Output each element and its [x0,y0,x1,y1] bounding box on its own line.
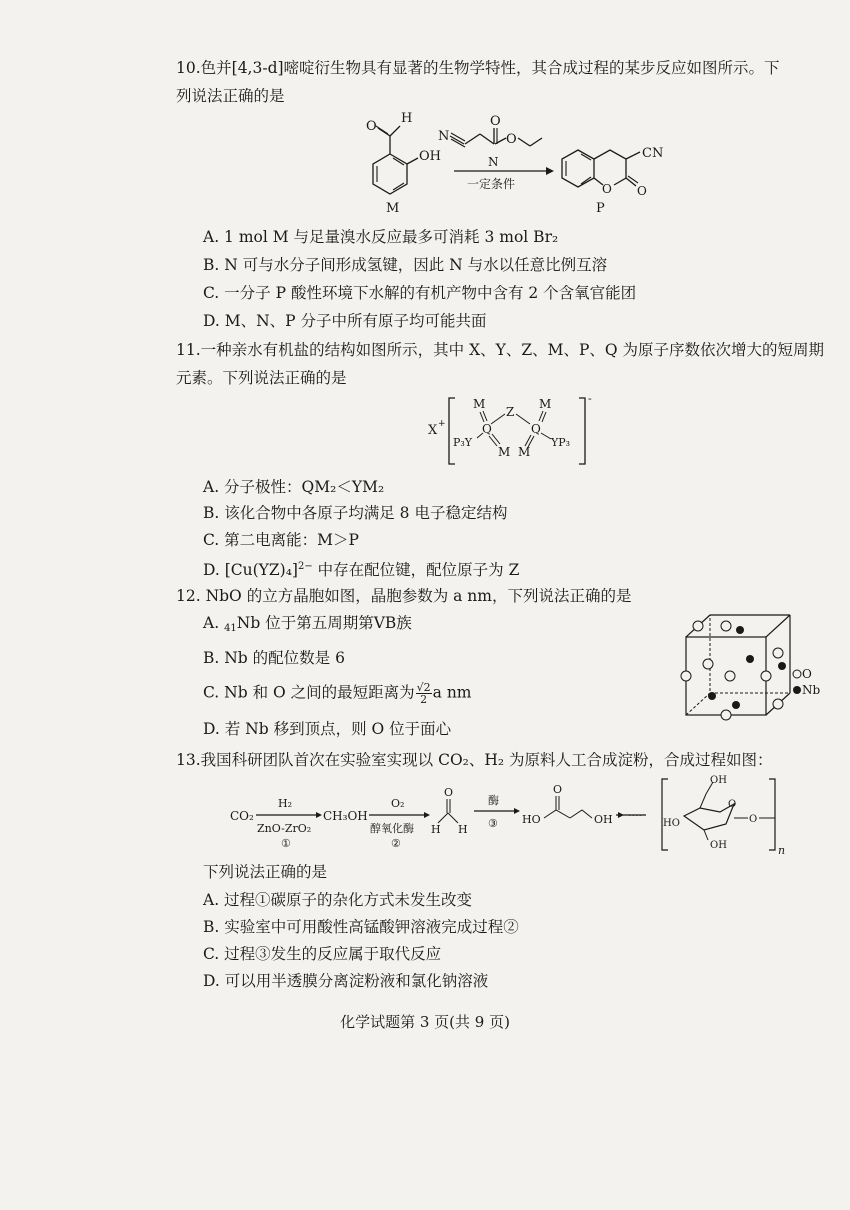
fraction-denominator: 2 [420,693,428,706]
formaldehyde-h-right: H [458,823,468,836]
q13-synthesis-diagram [226,774,801,860]
co2: CO₂ [230,809,254,823]
q11-option-d-formula: D. [Cu(YZ)₄] [203,561,298,579]
q13-option-d: D. 可以用半透膜分离淀粉液和氯化钠溶液 [203,972,489,990]
degree-n: n [778,844,786,857]
fraction-numerator: √2 [416,681,431,694]
starch-ho: HO [663,818,680,829]
enzyme: 酶 [488,794,499,807]
q13-stem: 13.我国科研团队首次在实验室实现以 CO₂、H₂ 为原料人工合成淀粉，合成过程如图： [176,751,773,769]
q10-option-d: D. M、N、P 分子中所有原子均可能共面 [203,312,487,330]
o2: O₂ [391,797,405,810]
n-carbonyl-o: O [490,114,501,129]
q11-option-d-charge: 2− [297,561,313,572]
right-q: Q [531,422,541,436]
q10-option-b: B. N 可与水分子间形成氢键，因此 N 与水以任意比例互溶 [203,256,608,274]
step-3: ③ [488,817,498,830]
left-q: Q [482,422,492,436]
catalyst-2: 醇氧化酶 [370,822,414,835]
q11-stem-line1: 11.一种亲水有机盐的结构如图所示，其中 X、Y、Z、M、P、Q 为原子序数依次增大的短周期 [176,341,825,359]
q11-option-d [203,557,519,580]
left-p3y: P₃Y [453,436,473,449]
reaction-condition: 一定条件 [467,177,516,191]
q12-option-a-atomic-number: 41 [224,623,237,634]
cation-charge: + [438,419,446,429]
m-aldehyde-h: H [401,111,413,126]
dha-o: O [553,783,563,796]
methanol: CH₃OH [323,809,368,823]
dha-ho: HO [522,813,541,826]
formaldehyde-h-left: H [431,823,441,836]
q12-unit-cell-diagram [673,610,833,725]
h2: H₂ [278,797,293,810]
left-m-top: M [473,397,486,411]
q10-reaction-diagram [350,108,680,218]
ellipsis: ···· [628,809,642,822]
q12-option-a-letter: A. [203,614,225,632]
q11-option-b: B. 该化合物中各原子均满足 8 电子稳定结构 [203,504,508,522]
p-cyano: CN [642,146,664,161]
formaldehyde-o: O [444,786,454,799]
q13-option-b: B. 实验室中可用酸性高锰酸钾溶液完成过程② [203,918,519,936]
q12-option-c-fraction [416,682,432,705]
page-footer: 化学试题第 3 页(共 9 页) [340,1013,510,1031]
legend-nb: Nb [802,683,821,697]
p-ring-o: O [602,182,612,196]
q13-option-a: A. 过程①碳原子的杂化方式未发生改变 [203,891,473,909]
q10-stem-line2: 列说法正确的是 [176,87,285,105]
q12-option-c-unit: a nm [432,683,472,702]
p-carbonyl-o: O [637,184,647,198]
dha-oh: OH [594,813,613,826]
legend-o: O [802,667,812,681]
q12-option-a-text: Nb 位于第五周期第ⅤB族 [236,614,412,632]
q10-option-a: A. 1 mol M 与足量溴水反应最多可消耗 3 mol Br₂ [203,228,559,246]
starch-link-o: O [749,814,758,825]
m-hydroxyl: OH [419,149,441,164]
label-m: M [386,201,400,216]
q11-option-c: C. 第二电离能：M＞P [203,531,359,549]
q10-stem-line1: 10.色并[4,3-d]嘧啶衍生物具有显著的生物学特性，其合成过程的某步反应如图所示。下 [176,59,780,77]
right-m-bottom: M [518,445,531,459]
q10-option-c: C. 一分子 P 酸性环境下水解的有机产物中含有 2 个含氧官能团 [203,284,637,302]
m-aldehyde-o: O [366,119,377,134]
anion-charge: - [588,392,592,405]
q11-stem-line2: 元素。下列说法正确的是 [176,369,347,387]
niobium-atoms [708,626,786,709]
q13-lead: 下列说法正确的是 [203,863,328,881]
starch-oh-top: OH [710,775,727,786]
catalyst-1: ZnO-ZrO₂ [257,822,312,835]
n-nitrile-n: N [438,129,450,144]
q12-option-c [203,682,472,705]
bridge-z: Z [506,405,515,419]
right-yp3: YP₃ [551,436,571,449]
label-p: P [596,201,605,216]
q12-stem: 12. NbO 的立方晶胞如图，晶胞参数为 a nm，下列说法正确的是 [176,587,632,605]
cation-x: X [428,423,438,438]
q11-structure-diagram [425,390,610,470]
q11-option-d-text: 中存在配位键，配位原子为 Z [312,561,520,579]
n-ester-o: O [506,132,517,147]
q12-option-b: B. Nb 的配位数是 6 [203,649,345,667]
q12-option-a [203,613,412,639]
right-m-top: M [539,397,552,411]
label-n: N [488,155,499,169]
starch-ring-o: O [728,799,737,810]
q11-option-a: A. 分子极性：QM₂＜YM₂ [203,478,385,496]
left-m-bottom: M [498,445,511,459]
step-2: ② [391,837,401,850]
q13-option-c: C. 过程③发生的反应属于取代反应 [203,945,442,963]
step-1: ① [281,837,291,850]
q12-option-d: D. 若 Nb 移到顶点，则 O 位于面心 [203,720,452,738]
starch-oh-bottom: OH [710,840,727,851]
q12-option-c-text: C. Nb 和 O 之间的最短距离为 [203,683,415,702]
